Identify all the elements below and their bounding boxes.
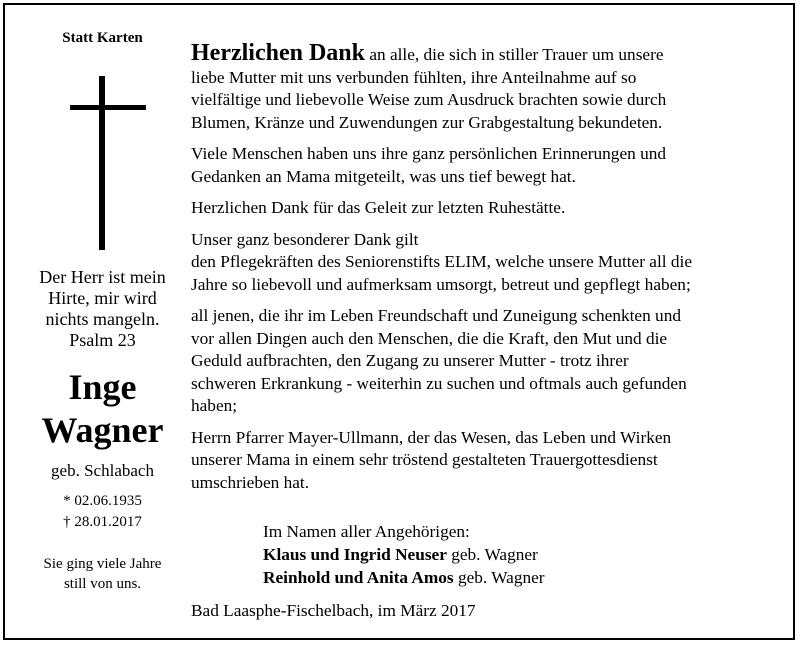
text-line: den Pflegekräften des Seniorenstifts ELIM, welche unsere Mutter all die xyxy=(191,252,692,271)
text-line: Herzlichen Dank für das Geleit zur letzten Ruhestätte. xyxy=(191,198,566,217)
text-line: Gedanken an Mama mitgeteilt, was uns tief bewegt hat. xyxy=(191,166,576,186)
thanks-text: Herzlichen Dank an alle, die sich in stiller Trauer um unsere liebe Mutter mit uns verbunden fühlten, ihre Anteilnahme auf so vielfältige und liebevolle Weise zum Ausdruck brachten sowie durch Blumen, Kränze und Zuwendungen zur Grabgestaltung bekundeten. Viele Menschen haben uns ihre ganz persönlichen Erinnerungen und Gedanken an Mama mitgeteilt, was uns tief bewegt hat. Herzlichen Dank für das Geleit zur letzten Ruhestätte. Unser ganz besonderer Dank gilt den Pflegekräften des Seniorenstifts ELIM, welche unsere Mutter all die Jahre so liebevoll und aufmerksam umsorgt, betreut und gepflegt haben; all jenen, die ihr im Leben Freundschaft und Zuneigung schenkten und vor allen Dingen auch den Menschen, die die Kraft, den Mut und die Geduld aufbrachten, den Zugang zu unserer Mutter - trotz ihrer schweren Erkrankung - weiterhin zu suchen und oftmals auch gefunden haben; Herrn Pfarrer Mayer-Ullmann, der das Wesen, das Leben und Wirken unserer Mama in einem sehr tröstend gestalteten Trauergottesdienst umschrieben hat. xyxy=(191,33,791,503)
notice-frame xyxy=(3,3,795,640)
statt-karten: Statt Karten xyxy=(62,30,143,46)
text-line: unserer Mama in einem sehr tröstend gestalteten Trauergottesdienst xyxy=(191,450,658,469)
death-date: † 28.01.2017 xyxy=(63,514,142,530)
first-name: Inge xyxy=(68,367,137,407)
note-line: Sie ging viele Jahre xyxy=(43,556,162,572)
text-line: vielfältige und liebevolle Weise zum Ausdruck brachten sowie durch xyxy=(191,90,667,109)
psalm-quote xyxy=(15,267,190,351)
text-line: haben; xyxy=(191,396,238,415)
text-line: all jenen, die ihr im Leben Freundschaft und Zuneigung schenkten und xyxy=(191,306,681,325)
place-date: Bad Laasphe-Fischelbach, im März 2017 xyxy=(191,601,476,620)
family-names: Reinhold und Anita Amos xyxy=(263,568,454,587)
family-line: Klaus und Ingrid Neuser geb. Wagner xyxy=(263,545,538,564)
text-line: liebe Mutter mit uns verbunden fühlten, ihre Anteilnahme auf so xyxy=(191,67,637,87)
signoff-intro: Im Namen aller Angehörigen: xyxy=(263,522,470,541)
text-line: Blumen, Kränze und Zuwendungen zur Grabgestaltung bekundeten. xyxy=(191,112,663,132)
text-line: umschrieben hat. xyxy=(191,472,310,492)
family-signoff xyxy=(263,520,545,589)
text-line: Viele Menschen haben uns ihre ganz persönlichen Erinnerungen und xyxy=(191,144,666,163)
illness-note xyxy=(15,554,190,594)
last-name: Wagner xyxy=(41,410,164,450)
psalm-line: Psalm 23 xyxy=(69,330,136,350)
psalm-line: Der Herr ist mein xyxy=(39,267,166,287)
family-names: Klaus und Ingrid Neuser xyxy=(263,545,447,564)
family-line: Reinhold und Anita Amos geb. Wagner xyxy=(263,568,545,587)
heading: Herzlichen Dank xyxy=(191,40,365,66)
text-line: Unser ganz besonderer Dank gilt xyxy=(191,229,419,249)
text-line: vor allen Dingen auch den Menschen, die die Kraft, den Mut und die xyxy=(191,328,668,348)
maiden-name: geb. Schlabach xyxy=(51,461,154,480)
life-dates xyxy=(15,491,190,533)
birth-date: * 02.06.1935 xyxy=(63,493,142,509)
note-line: still von uns. xyxy=(63,576,142,592)
text-line: Geduld aufbrachten, den Zugang zu unserer Mutter - trotz ihrer xyxy=(191,351,629,370)
psalm-line: nichts mangeln. xyxy=(45,309,160,329)
psalm-line: Hirte, mir wird xyxy=(48,288,157,308)
text-line: schweren Erkrankung - weiterhin zu suchen und oftmals auch gefunden xyxy=(191,373,687,393)
text-line: Herrn Pfarrer Mayer-Ullmann, der das Wesen, das Leben und Wirken xyxy=(191,427,672,447)
text-line: Jahre so liebevoll und aufmerksam umsorgt, betreut und gepflegt haben; xyxy=(191,274,691,294)
